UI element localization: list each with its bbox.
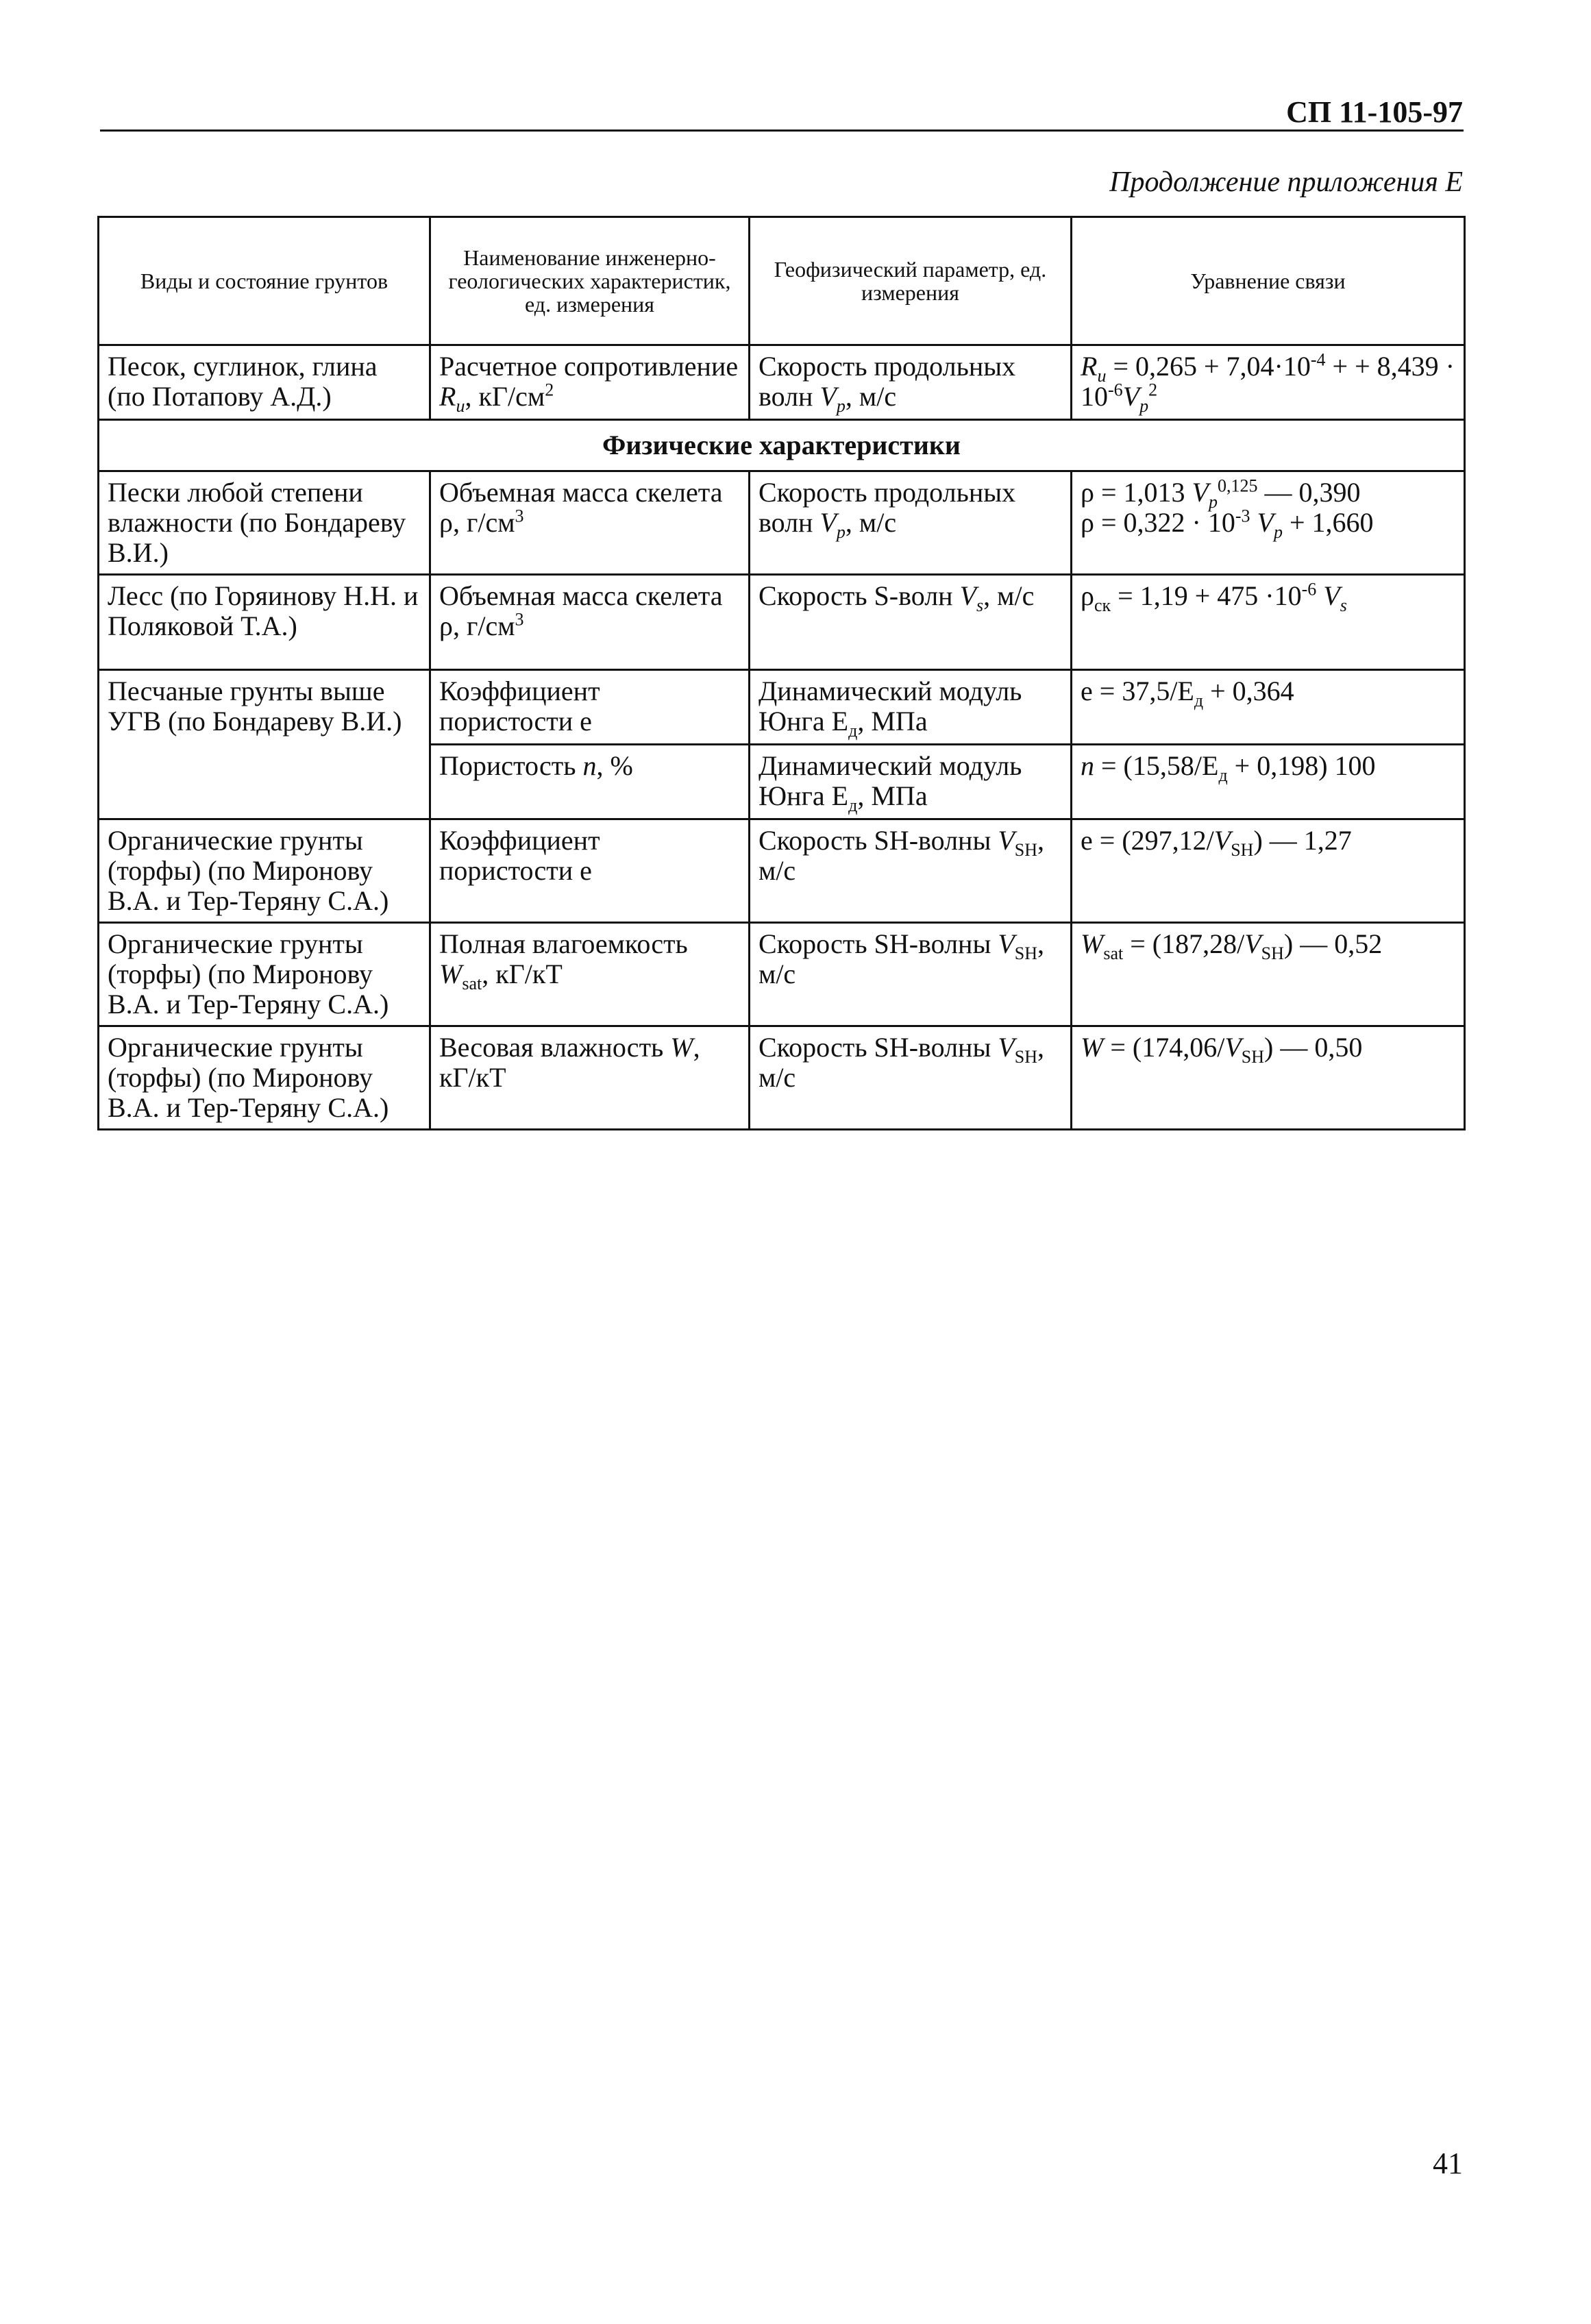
cell-parameter xyxy=(750,670,1072,745)
variable: V xyxy=(1122,381,1140,412)
variable: W xyxy=(670,1032,693,1063)
text: , м/с xyxy=(983,580,1035,611)
variable: V xyxy=(998,1032,1015,1063)
text: , МПа xyxy=(857,706,928,737)
text: Расчетное сопротивление xyxy=(439,351,739,382)
text: ρ = 0,322 · 10 xyxy=(1081,507,1235,538)
document-code: СП 11-105-97 xyxy=(1286,95,1463,129)
text: = (174,06/ xyxy=(1103,1032,1225,1063)
continuation-caption: Продолжение приложения Е xyxy=(1109,166,1463,198)
variable: n xyxy=(1081,750,1094,781)
variable: W xyxy=(1081,928,1104,959)
text: Весовая влажность xyxy=(439,1032,671,1063)
header-geophysical-parameter: Геофизический параметр, ед. измерения xyxy=(750,217,1072,345)
text: + + 8,439 · 10 xyxy=(1081,351,1455,412)
cell-equation xyxy=(1072,923,1465,1026)
subscript: SH xyxy=(1231,840,1254,860)
text: Объемная масса скелета ρ, г/см xyxy=(439,580,723,641)
text: Скорость SH-волны xyxy=(758,928,998,959)
table-header-row xyxy=(99,217,1465,345)
text: ρ xyxy=(1081,580,1094,611)
cell-soil: Органические грунты (торфы) (по Миронову В.А. и Тер-Теряну С.А.) xyxy=(99,819,430,923)
cell-equation xyxy=(1072,575,1465,670)
cell-equation xyxy=(1072,1026,1465,1130)
text: , % xyxy=(596,750,633,781)
variable: V xyxy=(819,381,837,412)
table-row xyxy=(99,923,1465,1026)
cell-soil: Органические грунты (торфы) (по Миронову В.А. и Тер-Теряну С.А.) xyxy=(99,923,430,1026)
page-number: 41 xyxy=(1433,2147,1463,2180)
text: , кГ/кТ xyxy=(482,959,563,989)
cell-characteristic xyxy=(430,1026,750,1130)
subscript: u xyxy=(1097,366,1107,386)
cell-parameter xyxy=(750,575,1072,670)
cell-parameter xyxy=(750,471,1072,575)
cell-soil: Лесс (по Горяинову Н.Н. и Поляковой Т.А.) xyxy=(99,575,430,670)
cell-characteristic xyxy=(430,923,750,1026)
subscript: д xyxy=(1194,691,1204,710)
cell-characteristic xyxy=(430,745,750,819)
cell-characteristic xyxy=(430,345,750,420)
text: ρ = 1,013 xyxy=(1081,477,1192,508)
superscript: 2 xyxy=(545,380,554,400)
variable: V xyxy=(1192,477,1209,508)
header-rule xyxy=(100,129,1464,132)
variable: W xyxy=(439,959,463,989)
text: Скорость продольных волн xyxy=(758,477,1016,538)
text: Объемная масса скелета ρ, г/см xyxy=(439,477,723,538)
text: , МПа xyxy=(857,780,928,811)
cell-soil: Песок, суглинок, глина (по Потапову А.Д.) xyxy=(99,345,430,420)
text: , м/с xyxy=(758,1032,1045,1093)
text: , кГ/кТ xyxy=(439,1032,700,1093)
cell-characteristic: Коэффициент пористости е xyxy=(430,819,750,923)
text: = (15,58/Е xyxy=(1094,750,1219,781)
text: + 0,198) 100 xyxy=(1227,750,1376,781)
text: = (187,28/ xyxy=(1123,928,1245,959)
equation-line xyxy=(1081,475,1455,512)
header-soil-type: Виды и состояние грунтов xyxy=(99,217,430,345)
text: е = 37,5/Е xyxy=(1081,676,1194,706)
subscript: p xyxy=(836,522,846,542)
cell-parameter xyxy=(750,745,1072,819)
subscript: u xyxy=(456,396,465,416)
superscript: 3 xyxy=(515,609,524,630)
variable: V xyxy=(1316,580,1340,611)
superscript: -4 xyxy=(1310,349,1326,370)
subscript: д xyxy=(1218,765,1228,785)
text: — 0,390 xyxy=(1257,477,1361,508)
subscript: p xyxy=(1208,492,1218,512)
text: Скорость продольных волн xyxy=(758,351,1016,412)
text: ) — 0,50 xyxy=(1264,1032,1363,1063)
subscript: s xyxy=(976,595,984,615)
cell-characteristic xyxy=(430,471,750,575)
text: ) — 1,27 xyxy=(1253,825,1352,856)
variable: V xyxy=(1213,825,1231,856)
cell-characteristic xyxy=(430,575,750,670)
text: Скорость SH-волны xyxy=(758,825,998,856)
text: е = (297,12/ xyxy=(1081,825,1214,856)
subscript: д xyxy=(848,795,858,815)
subscript: д xyxy=(848,721,858,741)
variable: W xyxy=(1081,1032,1104,1063)
table-row xyxy=(99,471,1465,575)
cell-parameter xyxy=(750,345,1072,420)
text: = 0,265 + 7,04·10 xyxy=(1106,351,1311,382)
superscript: -3 xyxy=(1235,506,1250,526)
variable: R xyxy=(1081,351,1098,382)
subscript: ск xyxy=(1094,595,1111,615)
subscript: SH xyxy=(1014,943,1038,963)
section-row xyxy=(99,420,1465,471)
text: Полная влагоемкость xyxy=(439,928,688,959)
variable: V xyxy=(1224,1032,1242,1063)
correlation-table xyxy=(97,216,1466,1130)
subscript: SH xyxy=(1014,1047,1038,1067)
cell-equation xyxy=(1072,745,1465,819)
cell-equation xyxy=(1072,670,1465,745)
subscript: SH xyxy=(1014,840,1038,860)
cell-equation xyxy=(1072,345,1465,420)
superscript: -6 xyxy=(1301,579,1317,599)
subscript: sat xyxy=(462,974,482,993)
text: , м/с xyxy=(845,507,897,538)
text: Скорость SH-волны xyxy=(758,1032,998,1063)
text: Динамический модуль Юнга Е xyxy=(758,750,1022,811)
text: Динамический модуль Юнга Е xyxy=(758,676,1022,737)
cell-equation xyxy=(1072,471,1465,575)
subscript: sat xyxy=(1103,943,1124,963)
superscript: 0,125 xyxy=(1217,475,1258,496)
variable: V xyxy=(1250,507,1274,538)
superscript: -6 xyxy=(1108,380,1123,400)
section-title: Физические характеристики xyxy=(99,420,1465,471)
cell-equation xyxy=(1072,819,1465,923)
text: ) — 0,52 xyxy=(1283,928,1383,959)
subscript: s xyxy=(1340,595,1347,615)
equation-line xyxy=(1081,506,1455,542)
table-row xyxy=(99,575,1465,670)
subscript: p xyxy=(1139,396,1149,416)
variable: V xyxy=(959,580,977,611)
cell-soil: Органические грунты (торфы) (по Миронову В.А. и Тер-Теряну С.А.) xyxy=(99,1026,430,1130)
header-equation: Уравнение связи xyxy=(1072,217,1465,345)
table-row xyxy=(99,670,1465,745)
text: + 1,660 xyxy=(1282,507,1374,538)
table-row xyxy=(99,345,1465,420)
text: Скорость S-волн xyxy=(758,580,960,611)
text: , м/с xyxy=(758,825,1045,886)
cell-soil: Пески любой степени влажности (по Бондареву В.И.) xyxy=(99,471,430,575)
cell-parameter xyxy=(750,1026,1072,1130)
superscript: 3 xyxy=(515,506,524,526)
text: Пористость xyxy=(439,750,583,781)
header-characteristic: Наименование инженерно-геологических характеристик, ед. измерения xyxy=(430,217,750,345)
variable: n xyxy=(582,750,597,781)
text: = 1,19 + 475 ·10 xyxy=(1111,580,1302,611)
variable: V xyxy=(819,507,837,538)
cell-characteristic: Коэффициент пористости е xyxy=(430,670,750,745)
cell-parameter xyxy=(750,923,1072,1026)
text: , м/с xyxy=(845,381,897,412)
subscript: SH xyxy=(1261,943,1284,963)
cell-parameter xyxy=(750,819,1072,923)
text: + 0,364 xyxy=(1203,676,1294,706)
subscript: SH xyxy=(1241,1047,1265,1067)
table-row xyxy=(99,819,1465,923)
cell-soil: Песчаные грунты выше УГВ (по Бондареву В.И.) xyxy=(99,670,430,819)
superscript: 2 xyxy=(1148,380,1158,400)
text: , кГ/см xyxy=(465,381,545,412)
table-row xyxy=(99,1026,1465,1130)
variable: V xyxy=(1244,928,1261,959)
variable: V xyxy=(998,825,1015,856)
variable: V xyxy=(998,928,1015,959)
text: , м/с xyxy=(758,928,1045,989)
variable: R xyxy=(439,381,456,412)
subscript: p xyxy=(836,396,846,416)
subscript: p xyxy=(1273,522,1283,542)
